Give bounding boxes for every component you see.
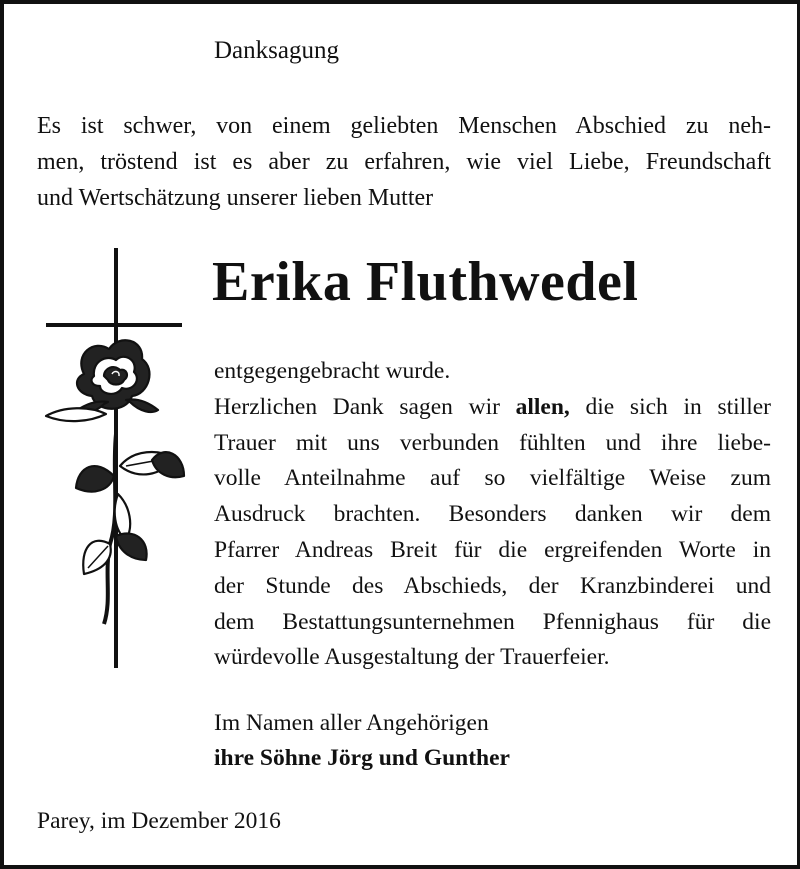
intro-paragraph [37, 108, 771, 216]
body-paragraph [214, 354, 771, 676]
cross-with-rose-icon [34, 244, 194, 674]
body-line: dem Bestattungsunternehmen Pfennighaus für die [214, 608, 771, 635]
body-line: Ausdruck brachten. Besonders danken wir dem [214, 501, 771, 528]
body-line: würdevolle Ausgestaltung der Trauerfeier. [214, 644, 610, 671]
signoff-intro: Im Namen aller Angehörigen [214, 710, 489, 736]
intro-line: men, tröstend ist es aber zu erfahren, wie viel Liebe, Freundschaft [37, 149, 771, 175]
body-line: volle Anteilnahme auf so vielfältige Weise zum [214, 465, 771, 492]
body-line: Pfarrer Andreas Breit für die ergreifenden Worte in [214, 536, 771, 563]
body-line [214, 390, 771, 426]
body-line: Trauer mit uns verbunden fühlten und ihre liebe- [214, 429, 771, 456]
place-date: Parey, im Dezember 2016 [37, 808, 281, 834]
signoff [214, 706, 510, 776]
intro-line: Es ist schwer, von einem geliebten Menschen Abschied zu neh- [37, 113, 771, 139]
deceased-name: Erika Fluthwedel [212, 251, 639, 313]
notice-heading: Danksagung [214, 37, 339, 64]
body-line: entgegengebracht wurde. [214, 358, 451, 384]
body-text: Herzlichen Dank sagen wir [214, 393, 516, 420]
signoff-names: ihre Söhne Jörg und Gunther [214, 745, 510, 771]
intro-line: und Wertschätzung unserer lieben Mutter [37, 185, 434, 211]
body-text: die sich in stiller [569, 393, 771, 420]
body-emphasis: allen, [515, 393, 570, 420]
body-line: der Stunde des Abschieds, der Kranzbinderei und [214, 572, 771, 599]
